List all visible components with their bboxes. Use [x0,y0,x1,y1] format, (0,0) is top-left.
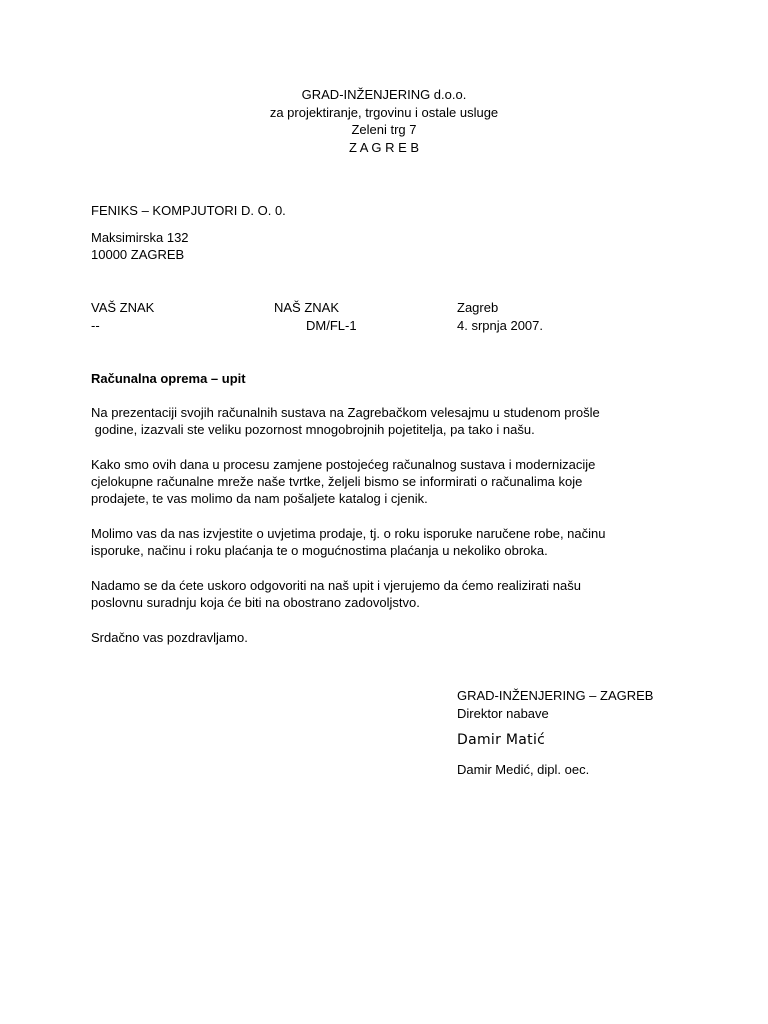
letterhead [0,86,768,156]
recipient-address [91,229,189,263]
reference-ours-label: NAŠ ZNAK [274,300,340,315]
body-paragraph: Nadamo se da ćete uskoro odgovoriti na naš upit i vjerujemo da ćemo realizirati našu poslovnu suradnju koja će biti na obostrano zadovoljstvo. [91,578,581,610]
body-paragraph: Na prezentaciji svojih računalnih sustava na Zagrebačkom velesajmu u studenom prošle godine, izazvali ste veliku pozornost mnogobrojnih pojetitelja, pa tako i našu. [91,405,600,437]
handwritten-signature: Damir Matić [457,732,546,748]
recipient-name: FENIKS – KOMPJUTORI D. O. 0. [91,203,286,218]
letter-subject: Računalna oprema – upit [91,371,246,386]
signatory-name: Damir Medić, dipl. oec. [457,762,590,777]
sender-company: GRAD-INŽENJERING d.o.o. [301,87,467,102]
reference-yours-label: VAŠ ZNAK [91,300,155,315]
reference-ours-value: DM/FL-1 [306,317,357,333]
letter-date: 4. srpnja 2007. [457,317,544,333]
reference-yours-value: -- [91,317,100,333]
reference-yours [91,299,154,334]
place-and-date [457,299,543,334]
signature-title: Direktor nabave [457,705,549,721]
sender-activity: za projektiranje, trgovinu i ostale usluge [269,104,499,120]
signature-company: GRAD-INŽENJERING – ZAGREB [457,688,654,703]
signature-block [457,687,653,778]
reference-ours [274,299,357,334]
recipient-street: Maksimirska 132 [91,230,189,245]
sender-street: Zeleni trg 7 [351,122,417,137]
letter-body [91,404,651,664]
recipient-city: 10000 ZAGREB [91,247,185,262]
letter-place: Zagreb [457,300,499,315]
body-paragraph: Kako smo ovih dana u procesu zamjene postojećeg računalnog sustava i modernizacije cjelokupne računalne mreže naše tvrtke, željeli bismo se informirati o računalima koje prodajete, te vas molimo da nam pošaljete katalog i cjenik. [91,457,596,506]
sender-city: Z A G R E B [348,139,420,155]
closing-greeting: Srdačno vas pozdravljamo. [91,630,248,645]
body-paragraph: Molimo vas da nas izvjestite o uvjetima prodaje, tj. o roku isporuke naručene robe, načinu isporuke, načinu i roku plaćanja te o mogućnostima plaćanja u nekoliko obroka. [91,526,606,558]
